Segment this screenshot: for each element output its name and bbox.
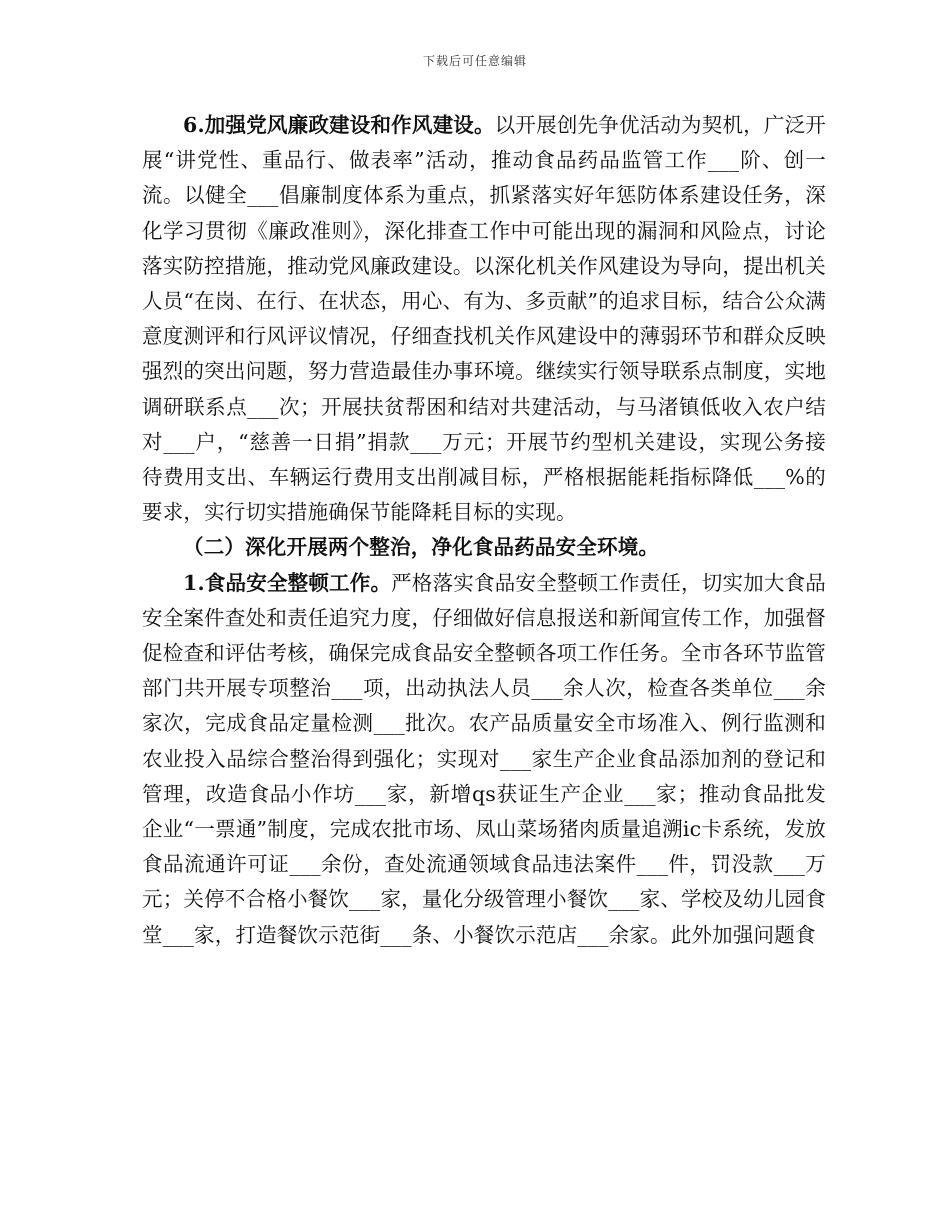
paragraph-lead: 1.食品安全整顿工作。 [183,570,392,595]
document-body [142,108,826,953]
paragraph-food-safety [142,566,826,953]
paragraph-lead: 6.加强党风廉政建设和作风建设。 [183,113,495,137]
paragraph-text: 严格落实食品安全整顿工作责任，切实加大食品安全案件查处和责任追究力度，仔细做好信息报送和新闻宣传工作，加强督促检查和评估考核，确保完成食品安全整顿各项工作任务。全市各环节监管部门共开展专项整治___项，出动执法人员___余人次，检查各类单位___余家次，完成食品定量检测___批次。农产品质量安全市场准入、例行监测和农业投入品综合整治得到强化；实现对___家生产企业食品添加剂的登记和管理，改造食品小作坊___家，新增qs获证生产企业___家；推动食品批发企业“一票通”制度，完成农批市场、凤山菜场猪肉质量追溯ic卡系统，发放食品流通许可证___余份，查处流通领域食品违法案件___件，罚没款___万元；关停不合格小餐饮___家，量化分级管理小餐饮___家、学校及幼儿园食堂___家，打造餐饮示范街___条、小餐饮示范店___余家。此外加强问题食 [142,570,826,947]
paragraph-text: 以开展创先争优活动为契机，广泛开展“讲党性、重品行、做表率”活动，推动食品药品监管工作___阶、创一流。以健全___倡廉制度体系为重点，抓紧落实好年惩防体系建设任务，深化学习贯彻《廉政准则》，深化排查工作中可能出现的漏洞和风险点，讨论落实防控措施，推动党风廉政建设。以深化机关作风建设为导向，提出机关人员“在岗、在行、在状态，用心、有为、多贡献”的追求目标，结合公众满意度测评和行风评议情况，仔细查找机关作风建设中的薄弱环节和群众反映强烈的突出问题，努力营造最佳办事环境。继续实行领导联系点制度，实地调研联系点___次；开展扶贫帮困和结对共建活动，与马渚镇低收入农户结对___户，“慈善一日捐”捐款___万元；开展节约型机关建设，实现公务接待费用支出、车辆运行费用支出削减目标，严格根据能耗指标降低___%的要求，实行切实措施确保节能降耗目标的实现。 [142,113,826,525]
section-heading: （二）深化开展两个整治，净化食品药品安全环境。 [183,535,660,560]
paragraph-party-conduct [142,108,826,530]
page-header: 下载后可任意编辑 [422,54,527,68]
